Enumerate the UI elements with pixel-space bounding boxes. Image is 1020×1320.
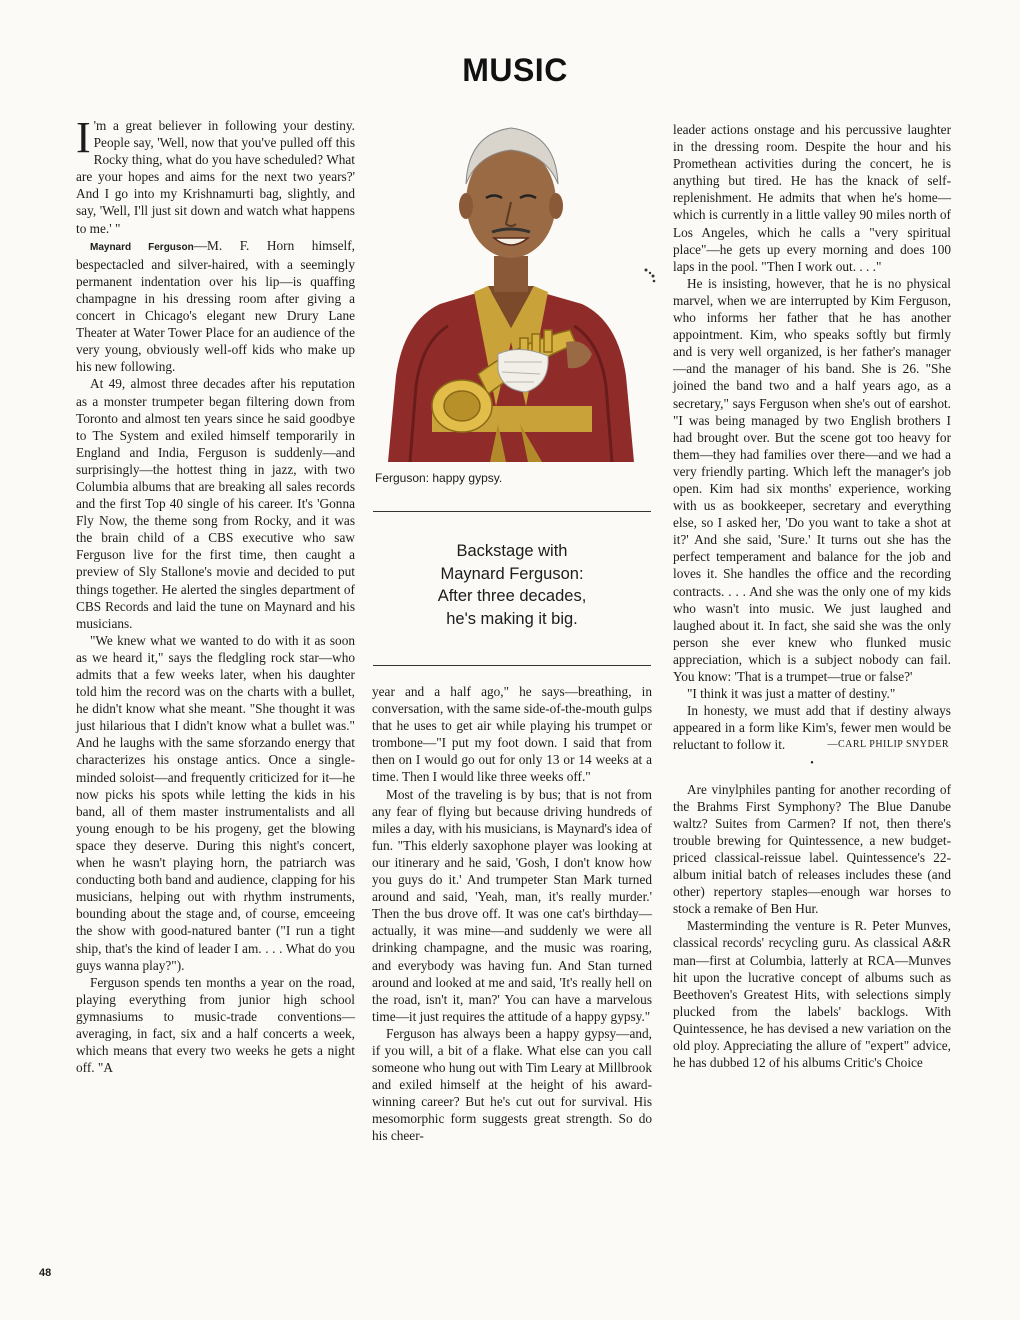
paragraph: leader actions onstage and his percussive laughter in the dressing room. Despite the hour and his Promethean activities during the concert, he is anything but tired. He has the knack of self-replenishment. He admits that when he's home—which is currently in a little valley 90 miles north of Los Angeles, which he calls a "very spiritual place"—he gets up every morning and does 100 laps in the pool. "Then I work out. . . ." (673, 122, 951, 274)
divider-rule (373, 511, 651, 512)
article-column-2 (372, 683, 652, 1145)
pull-quote-line: After three decades, (437, 587, 587, 605)
author-byline: —CARL PHILIP SNYDER (827, 739, 949, 751)
paragraph: At 49, almost three decades after his reputation as a monster trumpeter began filtering down from Toronto and almost ten years since he said goodbye to The System and exiled himself temporarily in England and India, Ferguson is suddenly—and surprisingly—the hottest thing in jazz, with two Columbia albums that are breaking all sales records and the first Top 40 single of his career. It's 'Gonna Fly Now, the theme song from Rocky, and it was the brain child of a CBS executive who saw Ferguson live for the first time, then caught a preview of Sly Stallone's movie and decided to put things together. He alerted the singles department of CBS Records and laid the tune on Maynard and his musicians. (76, 376, 355, 631)
pull-quote-line: Backstage with (456, 542, 568, 560)
paragraph: Masterminding the venture is R. Peter Munves, classical records' recycling guru. As classical A&R man—first at Columbia, latterly at RCA—Munves hit upon the lucrative concept of albums such as Beethoven's Greatest Hits, with selections simply plucked from the labels' backlogs. With Quintessence, he has devised a new variation on the old ploy. Appreciating the allure of "expert" advice, he has dubbed 12 of his albums Critic's Choice (673, 918, 951, 1071)
paragraph: year and a half ago," he says—breathing, in conversation, with the same side-of-the-mouth gulps that he uses to get air while playing his trumpet or trombone—"I put my foot down. I said that from then on I would go out for only 13 or 14 weeks at a time. Then I would like three weeks off." (372, 684, 652, 785)
pull-quote-line: he's making it big. (446, 609, 578, 628)
section-header (0, 52, 1020, 92)
divider-rule (373, 665, 651, 666)
ferguson-portrait-illustration (370, 106, 652, 462)
subject-name: Maynard Ferguson (90, 241, 194, 253)
pull-quote (373, 540, 651, 630)
paragraph: Are vinylphiles panting for another recording of the Brahms First Symphony? The Blue Danube waltz? Suites from Carmen? If not, then there's trouble brewing for Quintessence, a new budget-priced classical-reissue label. Quintessence's 22-album initial batch of releases includes these (and other) repertory staples—enough war horses to stock a remake of Ben Hur. (673, 781, 951, 917)
article-column-3 (673, 121, 951, 1071)
paragraph: Ferguson has always been a happy gypsy—and, if you will, a bit of a flake. What else can you call someone who hung out with Tim Leary at Millbrook and exiled himself at the height of his award-winning career? But he's cut out for survival. His mesomorphic form suggests great strength. So do his cheer- (372, 1025, 652, 1144)
paragraph: Ferguson spends ten months a year on the road, playing everything from junior high school gymnasiums to music-trade conventions—averaging, in fact, six and a half concerts a week, which means that every two weeks he gets a night off. "A (76, 974, 355, 1076)
print-smudge-mark (642, 266, 658, 284)
page-number: 48 (39, 1267, 52, 1279)
paragraph: Most of the traveling is by bus; that is not from any fear of flying but because driving hundreds of miles a day, with his musicians, is Maynard's idea of fun. "This elderly saxophone player was looking at our itinerary and he said, 'Gosh, I don't know how you guys do it.' And trumpeter Stan Mark turned around and said, 'Yeah, man, it's really murder.' Then the bus drove off. It was one cat's birthday—actually, it was mine—and suddenly we were all drinking champagne, and the music was roaring, and everybody was having fun. And Stan turned around and looked at me and said, 'It's really hell on the road, isn't it, man?' You can have a marvelous time—it just requires the attitude of a happy gypsy." (372, 786, 652, 1024)
opening-paragraph: I 'm a great believer in following your destiny. People say, 'Well, now that you've pulled off this Rocky thing, what do you have scheduled? What are your hopes and aims for the next two years?' And I go into my Krishnamurti bag, slightly, and say, 'Well, I'll just sit down and watch what happens to me.' " (76, 113, 355, 236)
section-break-ornament: • (810, 758, 814, 770)
section-title: MUSIC (462, 52, 568, 88)
paragraph: "We knew what we wanted to do with it as soon as we heard it," says the fledgling rock star—who admits that a few weeks later, when his daughter told him the record was on the charts with a bullet, he didn't know what she meant. "She thought it was just hilarious that I didn't know what a bullet was." And he laughs with the same sforzando energy that characterizes his onstage antics. Once a single-minded soloist—and frequently criticized for it—he now picks his spots while letting the kids in his band, all of them master instrumentalists and all young enough to be his progeny, get the blowing space they deserve. During this night's concert, when he wasn't playing horn, the patriarch was conducting both band and audience, clapping for his musicians, helping out with rhythm instruments, bounding about the stage and, of course, emceeing the show with good-natured banter ("I run a tight ship, that's the kind of leader I am. . . . What do you guys wanna play?"). (76, 632, 355, 973)
article-column-1 (76, 113, 356, 1076)
paragraph: He is insisting, however, that he is no physical marvel, when we are interrupted by Kim Ferguson, who informs her father that he has another appointment. Kim, who speaks softly but firmly and is very well organized, is her father's manager—and the manager of his band. She is 26. "She joined the band two and a half years ago, as a secretary," says Ferguson when she's out of earshot. "I was being managed by two English brothers I had brought over. But the scene got too heavy for them—they had families over there—and we had a very friendly parting. Which left the manager's job open. Kim had six months' experience, working with us as bookkeeper, secretary and everything else, so I asked her, 'Do you want to take a shot at it?' And she said, 'Sure.' It turns out she has the perfect temperament and balance for the job and loves it. She handles the office and the recording contracts. . . . And she was the only one of my kids who wasn't into music. We just laughed and laughed about it. In fact, she said she was the only person she ever knew who flunked music appreciation, which is a subject nobody can fail. You know: 'That is a trumpet—true or false?' (673, 275, 951, 684)
image-caption: Ferguson: happy gypsy. (375, 471, 503, 485)
paragraph: Maynard Ferguson—M. F. Horn himself, bespectacled and silver-haired, with a seemingly permanent indentation over his lip—is quaffing champagne in his dressing room after giving a concert in Chicago's elegant new Drury Lane Theater at Water Tower Place for an audience of the very young, obviously well-off kids who make up his new following. (76, 237, 356, 375)
paragraph: "I think it was just a matter of destiny." (687, 686, 896, 702)
pull-quote-line: Maynard Ferguson: (440, 564, 584, 583)
drop-cap: I (76, 113, 91, 162)
paragraph: In honesty, we must add that if destiny always appeared in a form like Kim's, fewer men would be reluctant to follow it. —CARL PHILIP SNYDER (673, 703, 951, 753)
